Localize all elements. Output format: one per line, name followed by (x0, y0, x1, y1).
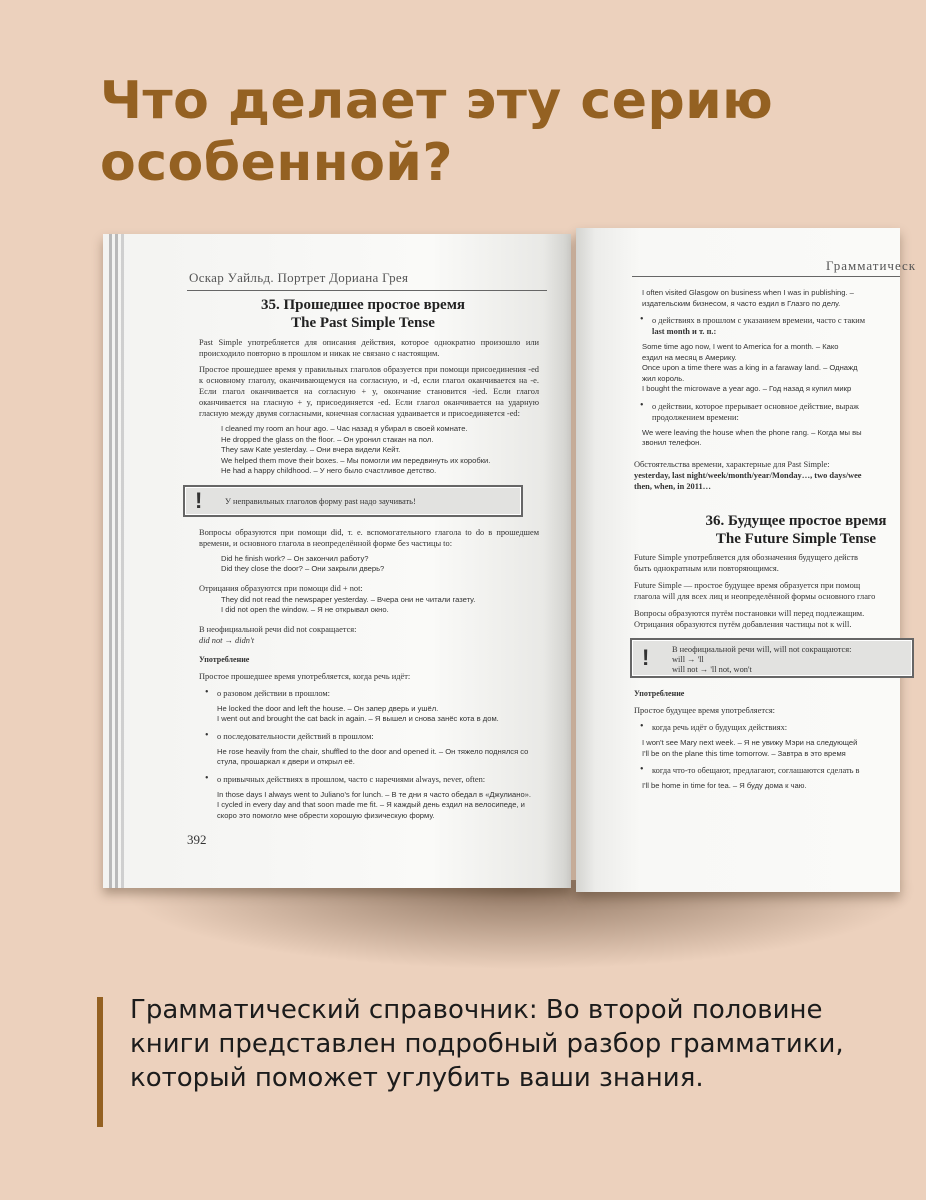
section-title-ru: 35. Прошедшее простое время (260, 297, 466, 313)
informal-paragraph: В неофициальной речи did not сокращается: (199, 624, 357, 634)
book-shadow (120, 880, 920, 970)
right-page-text-top (634, 288, 896, 492)
example-line: Some time ago now, I went to America for a month. – Како (642, 342, 839, 351)
examples-block (199, 554, 539, 575)
examples-block (634, 781, 896, 792)
section-title (193, 296, 533, 332)
bullet-item: • о действии, которое прерывает основное действие, выраж продолжением времени: (634, 401, 896, 423)
circumstances-list: yesterday, last night/week/month/year/Monday…, two days/wee (634, 470, 862, 480)
note-box (630, 638, 914, 678)
formation-paragraph: Простое прошедшее время у правильных глаголов образуется при помощи присоединения -ed к основному глаголу, оканчивающемуся на согласную, и -d, если глагол оканчивается на -e. Если глагол оканчивается на согласную + y, окончание становится -ied. Если глагол оканчивается на гласную + y, присоединяется -ed. Если глагол оканчивается на ударную гласную между двумя согласными, конечная согласная удваивается и присоединяется -ed: (199, 365, 539, 418)
running-head: Оскар Уайльд. Портрет Дориана Грея (189, 270, 409, 285)
usage-intro: Простое прошедшее время употребляется, когда речь идёт: (199, 671, 411, 681)
example-line: I'll be on the plane this time tomorrow. – Завтра в это время (642, 748, 846, 758)
examples-block (634, 738, 896, 759)
future-negation: Отрицания образуются путём добавления частицы not к will. (634, 620, 852, 629)
example-line: He dropped the glass on the floor. – Он уронил стакан на пол. (221, 434, 434, 444)
example-line: They did not read the newspaper yesterday. – Вчера они не читали газету. (221, 594, 476, 604)
example-line: ездил на месяц в Америку. (642, 352, 737, 362)
example-line: I often visited Glasgow on business when I was in publishing. – (642, 288, 854, 297)
examples-block (634, 288, 896, 309)
example-line: I'll be home in time for tea. – Я буду дома к чаю. (642, 781, 807, 790)
note-text: У неправильных глаголов форму past надо заучивать! (225, 496, 416, 506)
future-formation: Future Simple — простое будущее время образуется при помощ (634, 581, 861, 590)
header-rule (632, 276, 900, 277)
example-line: He rose heavily from the chair, shuffled to the door and opened it. – Он тяжело поднялся со стула, прошаркал к двери и открыл её. (217, 746, 529, 766)
caption-text: Грамматический справочник: Во второй половине книги представлен подробный разбор грамматики, который поможет углубить ваши знания. (130, 995, 844, 1093)
left-page-text (195, 337, 539, 821)
questions-paragraph: Вопросы образуются при помощи did, т. е. вспомогательного глагола to do в прошедшем времени, и основного глагола в неопределённой форме без частицы to: (199, 527, 539, 548)
bullet-item: • о разовом действии в прошлом: (199, 688, 539, 699)
examples-block (199, 595, 539, 616)
example-line: We helped them move their boxes. – Мы помогли им передвинуть их коробки. (221, 455, 491, 465)
caption-accent-bar (97, 997, 103, 1127)
example-line: In those days I always went to Juliano's for lunch. – В те дни я часто обедал в «Джулиано». (217, 789, 532, 799)
usage-intro: Простое будущее время употребляется: (634, 706, 776, 715)
example-line: I cleaned my room an hour ago. – Час назад я убирал в своей комнате. (221, 424, 468, 433)
informal-example: did not → didn't (199, 635, 255, 645)
exclamation-icon: ! (642, 645, 650, 670)
example-line: звонил телефон. (642, 438, 702, 447)
page-edge-stripes (103, 234, 125, 888)
example-line: He locked the door and left the house. – Он запер дверь и ушёл. (217, 703, 439, 713)
section-title (666, 512, 926, 548)
bullet-item: • о последовательности действий в прошлом: (199, 731, 539, 742)
exclamation-icon: ! (195, 487, 203, 513)
example-line: They saw Kate yesterday. – Они вчера видели Кейт. (221, 445, 401, 454)
bullet-item: • о привычных действиях в прошлом, часто с наречиями always, never, often: (199, 774, 539, 785)
example-line: Once upon a time there was a king in a faraway land. – Однажд (642, 363, 858, 372)
left-page (103, 234, 571, 888)
example-line: Did they close the door? – Они закрыли дверь? (221, 564, 385, 573)
running-head: Грамматическ (826, 258, 917, 273)
intro-paragraph: Past Simple употребляется для описания действия, которое однократно произошло или происходило повторно в прошлом и никак не связано с настоящим. (199, 338, 539, 358)
example-line: издательским бизнесом, я часто ездил в Глазго по делу. (642, 298, 841, 308)
usage-heading: Употребление (199, 654, 250, 664)
examples-block (634, 428, 896, 449)
negation-paragraph: Отрицания образуются при помощи did + not: (199, 583, 363, 593)
section-title-ru: 36. Будущее простое время (705, 513, 887, 529)
circumstances-paragraph: Обстоятельства времени, характерные для Past Simple: (634, 459, 830, 469)
header-rule (187, 290, 547, 291)
example-line: I bought the microwave a year ago. – Год назад я купил микр (642, 384, 852, 393)
usage-heading: Употребление (634, 689, 685, 698)
example-line: I did not open the window. – Я не открывал окно. (221, 605, 389, 614)
example-line: I won't see Mary next week. – Я не увижу Мэри на следующей (642, 738, 858, 747)
examples-block (199, 424, 539, 477)
examples-block (634, 342, 896, 395)
examples-block (199, 747, 539, 768)
right-page (576, 228, 917, 892)
example-line: We were leaving the house when the phone rang. – Когда мы вы (642, 427, 862, 437)
examples-block (199, 790, 539, 822)
future-questions: Вопросы образуются путём постановки will перед подлежащим. (634, 609, 865, 618)
right-page-text-bottom: Future Simple употребляется для обозначения будущего действ быть однократным или повторяющимся. Future Simple — простое будущее время образуется при помощ глагола will для всех лиц и неопределённой формы основного глаго Вопросы образуются путём постановки will перед подлежащим. Отрицания образуются путём добавления частицы not к will. ! В неофициальной речи will, will not сокращаются: will → 'll will not → 'll not, won't Употребление Простое будущее время употребляется: • когда речь идёт о будущих действиях: I won't see Mary next week. – Я не увижу Мэри на следующей I'll be on the plane this time tomorrow. – Завтра в это время • когда что-то обещают, предлагают, соглашаются сделать в I'll be home in time for tea. – Я буду дома к чаю. (634, 552, 896, 792)
section-title-en: The Future Simple Tense (715, 531, 877, 547)
note-text: В неофициальной речи will, will not сокращаются: will → 'll will not → 'll not, won't (672, 645, 852, 674)
usage-bullets (199, 688, 539, 822)
headline: Что делает эту серию особенной? (100, 71, 774, 193)
examples-block (199, 704, 539, 725)
circumstances-list-2: then, when, in 2011… (634, 481, 712, 491)
example-line: He had a happy childhood. – У него было счастливое детство. (221, 466, 437, 475)
page-number: 392 (187, 832, 207, 847)
example-line: Did he finish work? – Он закончил работу? (221, 553, 369, 563)
note-box (183, 485, 523, 517)
bullet-item: • о действиях в прошлом с указанием времени, часто с таким last month и т. п.: (634, 315, 896, 337)
bullet-item: • когда что-то обещают, предлагают, соглашаются сделать в (634, 765, 896, 776)
example-line: I cycled in every day and that soon made me fit. – Я каждый день ездил на велосипеде, и скоро это помогло мне обрести хорошую физическую форму. (217, 800, 525, 820)
example-line: I went out and brought the cat back in again. – Я вышел и снова занёс кота в дом. (217, 714, 499, 723)
example-line: жил король. (642, 373, 685, 383)
future-intro: Future Simple употребляется для обозначения будущего действ (634, 553, 858, 562)
section-title-en: The Past Simple Tense (291, 315, 435, 331)
bullet-item: • когда речь идёт о будущих действиях: (634, 722, 896, 733)
